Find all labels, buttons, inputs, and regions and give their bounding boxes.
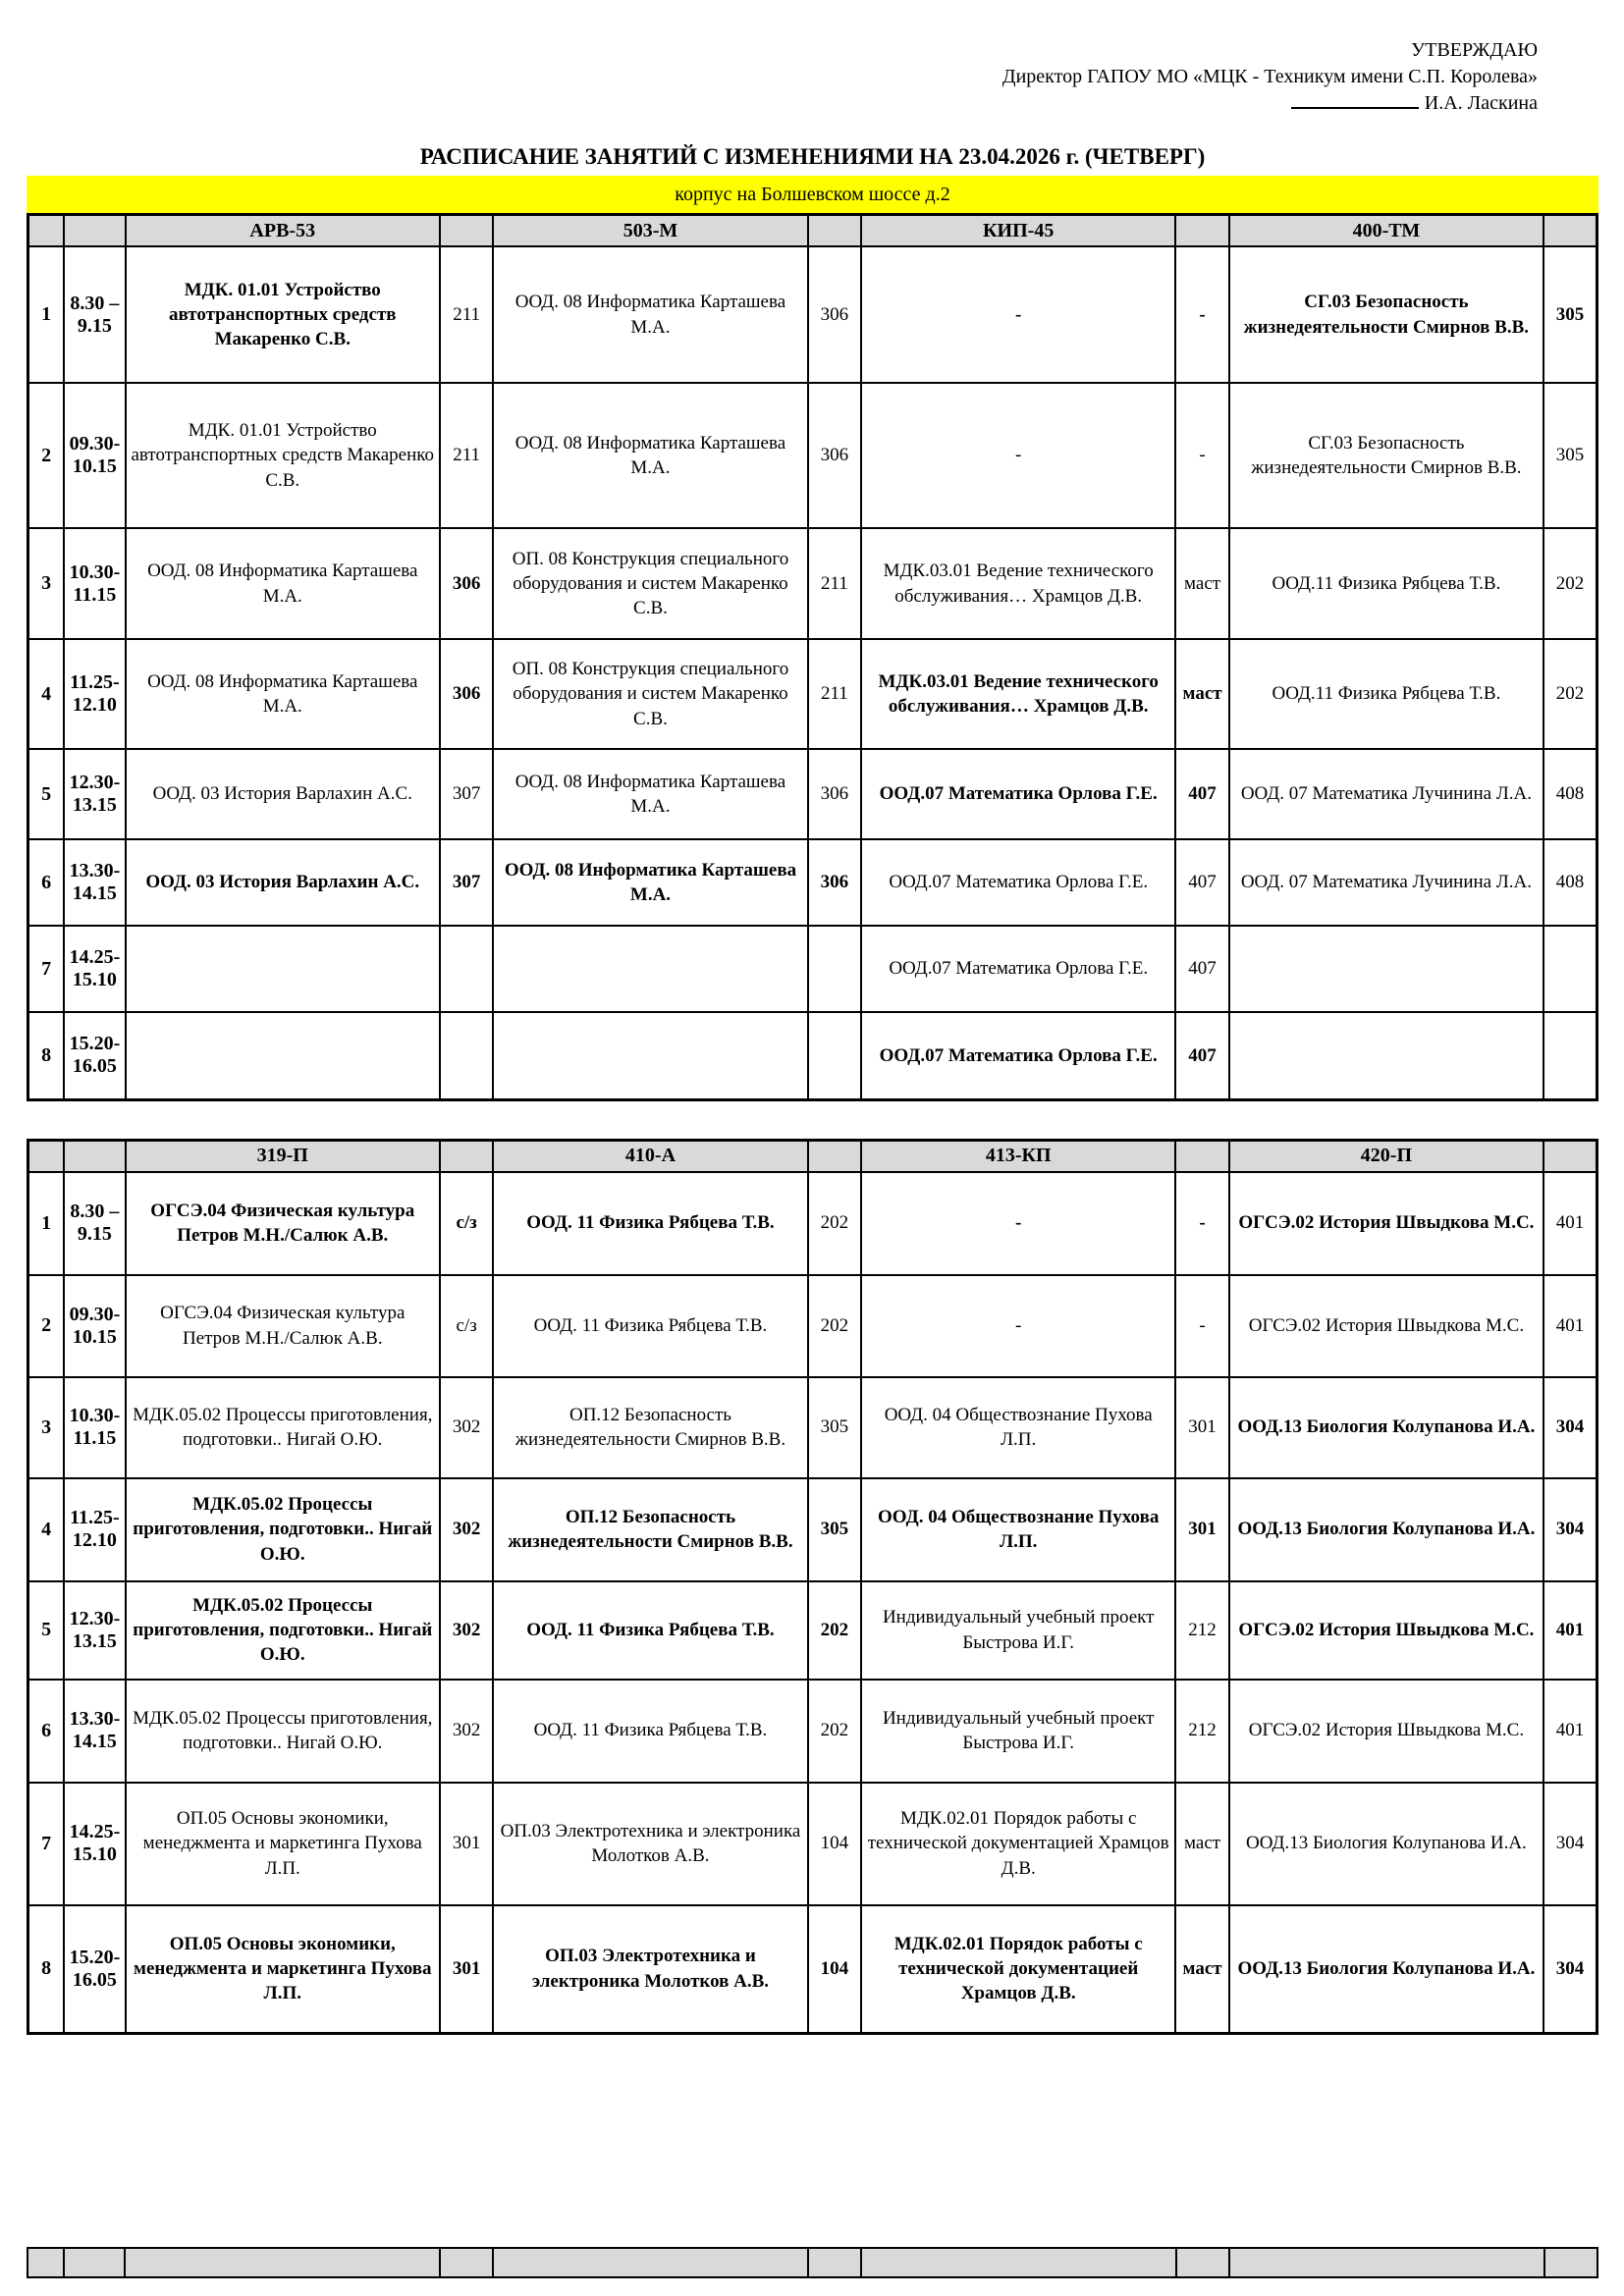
time-cell: 10.30-11.15 (64, 1377, 125, 1478)
lesson-cell: МДК.05.02 Процессы приготовления, подготовки.. Нигай О.Ю. (126, 1478, 440, 1581)
lesson-cell (493, 926, 807, 1012)
header-spacer-cell (1175, 215, 1228, 247)
schedule-row (28, 749, 1597, 839)
room-cell: 401 (1543, 1680, 1597, 1783)
time-cell: 8.30 – 9.15 (64, 1172, 125, 1275)
time-cell: 13.30-14.15 (64, 839, 125, 926)
lesson-cell: ООД. 11 Физика Рябцева Т.В. (493, 1275, 807, 1377)
lesson-cell: МДК.02.01 Порядок работы с технической документацией Храмцов Д.В. (861, 1905, 1175, 2034)
room-cell: 407 (1175, 1012, 1228, 1099)
room-cell: 302 (440, 1377, 493, 1478)
lesson-cell: ООД. 03 История Варлахин А.С. (126, 749, 440, 839)
schedule-row (28, 1581, 1597, 1680)
lesson-cell: ООД. 04 Обществознание Пухова Л.П. (861, 1377, 1175, 1478)
stub-header-cell (808, 2248, 861, 2277)
lesson-cell: ОП.05 Основы экономики, менеджмента и маркетинга Пухова Л.П. (126, 1905, 440, 2034)
group-header-cell: АРВ-53 (126, 215, 440, 247)
lesson-cell: Индивидуальный учебный проект Быстрова И.Г. (861, 1680, 1175, 1783)
lesson-cell: ООД.11 Физика Рябцева Т.В. (1229, 528, 1543, 639)
time-cell: 14.25-15.10 (64, 926, 125, 1012)
schedule-row (28, 1478, 1597, 1581)
row-number-cell: 6 (28, 1680, 65, 1783)
room-cell (1543, 926, 1597, 1012)
stub-header-cell (1176, 2248, 1229, 2277)
header-spacer-cell (1543, 1140, 1597, 1172)
schedule-row (28, 246, 1597, 383)
lesson-cell: ОГСЭ.02 История Швыдкова М.С. (1229, 1581, 1543, 1680)
room-cell: 306 (808, 839, 861, 926)
stub-header-cell (493, 2248, 808, 2277)
lesson-cell: ОП.03 Электротехника и электроника Молотков А.В. (493, 1905, 807, 2034)
stub-header-cell (64, 2248, 125, 2277)
row-number-cell: 8 (28, 1012, 65, 1099)
room-cell: 305 (1543, 246, 1597, 383)
room-cell: 306 (808, 749, 861, 839)
row-number-cell: 1 (28, 1172, 65, 1275)
room-cell: 301 (440, 1905, 493, 2034)
schedule-row (28, 1905, 1597, 2034)
room-cell: 305 (1543, 383, 1597, 528)
group-header-cell: 503-М (493, 215, 807, 247)
schedule-table-1 (27, 213, 1598, 1101)
schedule-row (28, 1275, 1597, 1377)
room-cell: 212 (1175, 1581, 1228, 1680)
row-number-cell: 3 (28, 1377, 65, 1478)
lesson-cell: - (861, 1275, 1175, 1377)
header-spacer-cell (440, 1140, 493, 1172)
page-title: РАСПИСАНИЕ ЗАНЯТИЙ С ИЗМЕНЕНИЯМИ НА 23.04.2026 г. (ЧЕТВЕРГ) (419, 144, 1206, 169)
lesson-cell: ООД. 08 Информатика Карташева М.А. (493, 839, 807, 926)
room-cell: - (1175, 246, 1228, 383)
room-cell: - (1175, 383, 1228, 528)
lesson-cell: ОП. 08 Конструкция специального оборудования и систем Макаренко С.В. (493, 639, 807, 749)
lesson-cell: ОГСЭ.04 Физическая культура Петров М.Н./Салюк А.В. (126, 1275, 440, 1377)
lesson-cell: - (861, 383, 1175, 528)
room-cell: - (1175, 1172, 1228, 1275)
lesson-cell: МДК.05.02 Процессы приготовления, подготовки.. Нигай О.Ю. (126, 1377, 440, 1478)
row-number-cell: 2 (28, 1275, 65, 1377)
row-number-cell: 6 (28, 839, 65, 926)
row-number-cell: 5 (28, 1581, 65, 1680)
schedule-row (28, 1172, 1597, 1275)
lesson-cell: ОГСЭ.04 Физическая культура Петров М.Н./Салюк А.В. (126, 1172, 440, 1275)
lesson-cell: ООД.07 Математика Орлова Г.Е. (861, 1012, 1175, 1099)
schedule-row (28, 1377, 1597, 1478)
row-number-cell: 7 (28, 1783, 65, 1905)
schedule-row (28, 1783, 1597, 1905)
stub-header-cell (27, 2248, 64, 2277)
stub-header-cell (440, 2248, 493, 2277)
room-cell: 104 (808, 1905, 861, 2034)
lesson-cell: МДК.03.01 Ведение технического обслуживания… Храмцов Д.В. (861, 639, 1175, 749)
lesson-cell: ООД.13 Биология Колупанова И.А. (1229, 1783, 1543, 1905)
room-cell: 202 (808, 1581, 861, 1680)
room-cell: 211 (440, 246, 493, 383)
group-header-cell: КИП-45 (861, 215, 1175, 247)
schedule-row (28, 926, 1597, 1012)
lesson-cell: МДК. 01.01 Устройство автотранспортных средств Макаренко С.В. (126, 246, 440, 383)
room-cell: 304 (1543, 1783, 1597, 1905)
lesson-cell: МДК.05.02 Процессы приготовления, подготовки.. Нигай О.Ю. (126, 1680, 440, 1783)
room-cell: маст (1175, 528, 1228, 639)
lesson-cell: ООД.07 Математика Орлова Г.Е. (861, 749, 1175, 839)
schedule-row (28, 639, 1597, 749)
room-cell: 307 (440, 839, 493, 926)
row-number-cell: 5 (28, 749, 65, 839)
table-gap (27, 1101, 1598, 1139)
room-cell: 307 (440, 749, 493, 839)
room-cell: 306 (808, 383, 861, 528)
room-cell: 306 (808, 246, 861, 383)
signature-name: И.А. Ласкина (1424, 92, 1538, 114)
room-cell: 407 (1175, 926, 1228, 1012)
time-cell: 10.30-11.15 (64, 528, 125, 639)
next-table-stub-wrap (27, 2247, 1598, 2278)
room-cell: 302 (440, 1478, 493, 1581)
lesson-cell: МДК.05.02 Процессы приготовления, подготовки.. Нигай О.Ю. (126, 1581, 440, 1680)
room-cell: маст (1175, 1905, 1228, 2034)
header-spacer-cell (28, 215, 65, 247)
lesson-cell: ОП.05 Основы экономики, менеджмента и маркетинга Пухова Л.П. (126, 1783, 440, 1905)
group-header-row (28, 1140, 1597, 1172)
room-cell: 211 (808, 639, 861, 749)
approval-block (27, 0, 1598, 117)
lesson-cell: ООД.07 Математика Орлова Г.Е. (861, 839, 1175, 926)
schedule-row (28, 839, 1597, 926)
room-cell: 306 (440, 639, 493, 749)
room-cell: с/з (440, 1172, 493, 1275)
room-cell: 306 (440, 528, 493, 639)
stub-header-cell (1229, 2248, 1544, 2277)
room-cell: 211 (808, 528, 861, 639)
header-spacer-cell (1543, 215, 1597, 247)
room-cell: 202 (808, 1275, 861, 1377)
lesson-cell (126, 926, 440, 1012)
signature-line (1291, 93, 1419, 109)
lesson-cell: Индивидуальный учебный проект Быстрова И.Г. (861, 1581, 1175, 1680)
lesson-cell: ОП.12 Безопасность жизнедеятельности Смирнов В.В. (493, 1377, 807, 1478)
room-cell: маст (1175, 1783, 1228, 1905)
schedule-row (28, 1680, 1597, 1783)
lesson-cell: ОГСЭ.02 История Швыдкова М.С. (1229, 1680, 1543, 1783)
header-spacer-cell (28, 1140, 65, 1172)
room-cell: 408 (1543, 749, 1597, 839)
group-header-cell: 420-П (1229, 1140, 1543, 1172)
lesson-cell: ОГСЭ.02 История Швыдкова М.С. (1229, 1275, 1543, 1377)
row-number-cell: 3 (28, 528, 65, 639)
time-cell: 09.30-10.15 (64, 383, 125, 528)
room-cell: 304 (1543, 1905, 1597, 2034)
lesson-cell: ООД.13 Биология Колупанова И.А. (1229, 1377, 1543, 1478)
lesson-cell: ООД. 11 Физика Рябцева Т.В. (493, 1680, 807, 1783)
time-cell: 11.25-12.10 (64, 1478, 125, 1581)
room-cell: 202 (808, 1172, 861, 1275)
lesson-cell: МДК. 01.01 Устройство автотранспортных средств Макаренко С.В. (126, 383, 440, 528)
room-cell: 305 (808, 1377, 861, 1478)
lesson-cell (1229, 926, 1543, 1012)
room-cell: 202 (1543, 528, 1597, 639)
schedule-row (28, 1012, 1597, 1099)
stub-header-row (27, 2248, 1597, 2277)
schedule-row (28, 528, 1597, 639)
group-header-cell: 410-А (493, 1140, 807, 1172)
row-number-cell: 2 (28, 383, 65, 528)
schedule-row (28, 383, 1597, 528)
room-cell (808, 1012, 861, 1099)
lesson-cell: ОП. 08 Конструкция специального оборудования и систем Макаренко С.В. (493, 528, 807, 639)
room-cell (808, 926, 861, 1012)
time-cell: 09.30-10.15 (64, 1275, 125, 1377)
row-number-cell: 8 (28, 1905, 65, 2034)
schedule-table-3-stub (27, 2247, 1598, 2278)
room-cell: 202 (808, 1680, 861, 1783)
time-cell: 13.30-14.15 (64, 1680, 125, 1783)
room-cell (440, 1012, 493, 1099)
time-cell: 8.30 – 9.15 (64, 246, 125, 383)
room-cell: 305 (808, 1478, 861, 1581)
time-cell: 12.30-13.15 (64, 1581, 125, 1680)
approval-director-line: Директор ГАПОУ МО «МЦК - Техникум имени С.П. Королева» (1001, 66, 1538, 87)
lesson-cell: СГ.03 Безопасность жизнедеятельности Смирнов В.В. (1229, 246, 1543, 383)
header-spacer-cell (64, 215, 125, 247)
room-cell: 301 (1175, 1377, 1228, 1478)
lesson-cell: ООД. 04 Обществознание Пухова Л.П. (861, 1478, 1175, 1581)
room-cell: 401 (1543, 1581, 1597, 1680)
room-cell: 301 (440, 1783, 493, 1905)
approval-signature-line (27, 90, 1538, 117)
room-cell: с/з (440, 1275, 493, 1377)
lesson-cell: ООД. 07 Математика Лучинина Л.А. (1229, 749, 1543, 839)
header-spacer-cell (808, 1140, 861, 1172)
lesson-cell: ООД.13 Биология Колупанова И.А. (1229, 1478, 1543, 1581)
room-cell: 211 (440, 383, 493, 528)
lesson-cell: - (861, 246, 1175, 383)
stub-header-cell (125, 2248, 440, 2277)
room-cell: 401 (1543, 1172, 1597, 1275)
room-cell: 104 (808, 1783, 861, 1905)
lesson-cell: ООД.07 Математика Орлова Г.Е. (861, 926, 1175, 1012)
stub-header-cell (1544, 2248, 1597, 2277)
room-cell (1543, 1012, 1597, 1099)
lesson-cell (126, 1012, 440, 1099)
row-number-cell: 7 (28, 926, 65, 1012)
group-header-cell: 400-ТМ (1229, 215, 1543, 247)
room-cell (440, 926, 493, 1012)
lesson-cell: ООД. 08 Информатика Карташева М.А. (493, 749, 807, 839)
room-cell: 304 (1543, 1377, 1597, 1478)
time-cell: 14.25-15.10 (64, 1783, 125, 1905)
lesson-cell: ООД. 07 Математика Лучинина Л.А. (1229, 839, 1543, 926)
room-cell: 408 (1543, 839, 1597, 926)
lesson-cell: ОГСЭ.02 История Швыдкова М.С. (1229, 1172, 1543, 1275)
lesson-cell: ООД. 08 Информатика Карташева М.А. (493, 383, 807, 528)
lesson-cell: ОП.03 Электротехника и электроника Молотков А.В. (493, 1783, 807, 1905)
lesson-cell: МДК.02.01 Порядок работы с технической документацией Храмцов Д.В. (861, 1783, 1175, 1905)
room-cell: 407 (1175, 749, 1228, 839)
approval-title: УТВЕРЖДАЮ (1411, 39, 1538, 61)
group-header-cell: 319-П (126, 1140, 440, 1172)
schedule-table-2 (27, 1139, 1598, 2036)
header-spacer-cell (1175, 1140, 1228, 1172)
lesson-cell (1229, 1012, 1543, 1099)
room-cell: 302 (440, 1581, 493, 1680)
lesson-cell: ОП.12 Безопасность жизнедеятельности Смирнов В.В. (493, 1478, 807, 1581)
group-header-row (28, 215, 1597, 247)
lesson-cell: ООД.11 Физика Рябцева Т.В. (1229, 639, 1543, 749)
time-cell: 15.20-16.05 (64, 1012, 125, 1099)
lesson-cell (493, 1012, 807, 1099)
lesson-cell: ООД.13 Биология Колупанова И.А. (1229, 1905, 1543, 2034)
room-cell: 212 (1175, 1680, 1228, 1783)
lesson-cell: ООД. 11 Физика Рябцева Т.В. (493, 1172, 807, 1275)
group-header-cell: 413-КП (861, 1140, 1175, 1172)
lesson-cell: МДК.03.01 Ведение технического обслуживания… Храмцов Д.В. (861, 528, 1175, 639)
row-number-cell: 4 (28, 1478, 65, 1581)
lesson-cell: - (861, 1172, 1175, 1275)
lesson-cell: ООД. 03 История Варлахин А.С. (126, 839, 440, 926)
lesson-cell: ООД. 08 Информатика Карташева М.А. (126, 528, 440, 639)
row-number-cell: 4 (28, 639, 65, 749)
time-cell: 15.20-16.05 (64, 1905, 125, 2034)
room-cell: 407 (1175, 839, 1228, 926)
stub-header-cell (861, 2248, 1176, 2277)
room-cell: 304 (1543, 1478, 1597, 1581)
lesson-cell: ООД. 08 Информатика Карташева М.А. (493, 246, 807, 383)
lesson-cell: ООД. 08 Информатика Карташева М.А. (126, 639, 440, 749)
header-spacer-cell (808, 215, 861, 247)
room-cell: - (1175, 1275, 1228, 1377)
room-cell: 202 (1543, 639, 1597, 749)
campus-banner: корпус на Болшевском шоссе д.2 (27, 176, 1598, 213)
room-cell: 302 (440, 1680, 493, 1783)
time-cell: 11.25-12.10 (64, 639, 125, 749)
lesson-cell: СГ.03 Безопасность жизнедеятельности Смирнов В.В. (1229, 383, 1543, 528)
room-cell: маст (1175, 639, 1228, 749)
time-cell: 12.30-13.15 (64, 749, 125, 839)
header-spacer-cell (64, 1140, 125, 1172)
room-cell: 401 (1543, 1275, 1597, 1377)
header-spacer-cell (440, 215, 493, 247)
room-cell: 301 (1175, 1478, 1228, 1581)
row-number-cell: 1 (28, 246, 65, 383)
lesson-cell: ООД. 11 Физика Рябцева Т.В. (493, 1581, 807, 1680)
